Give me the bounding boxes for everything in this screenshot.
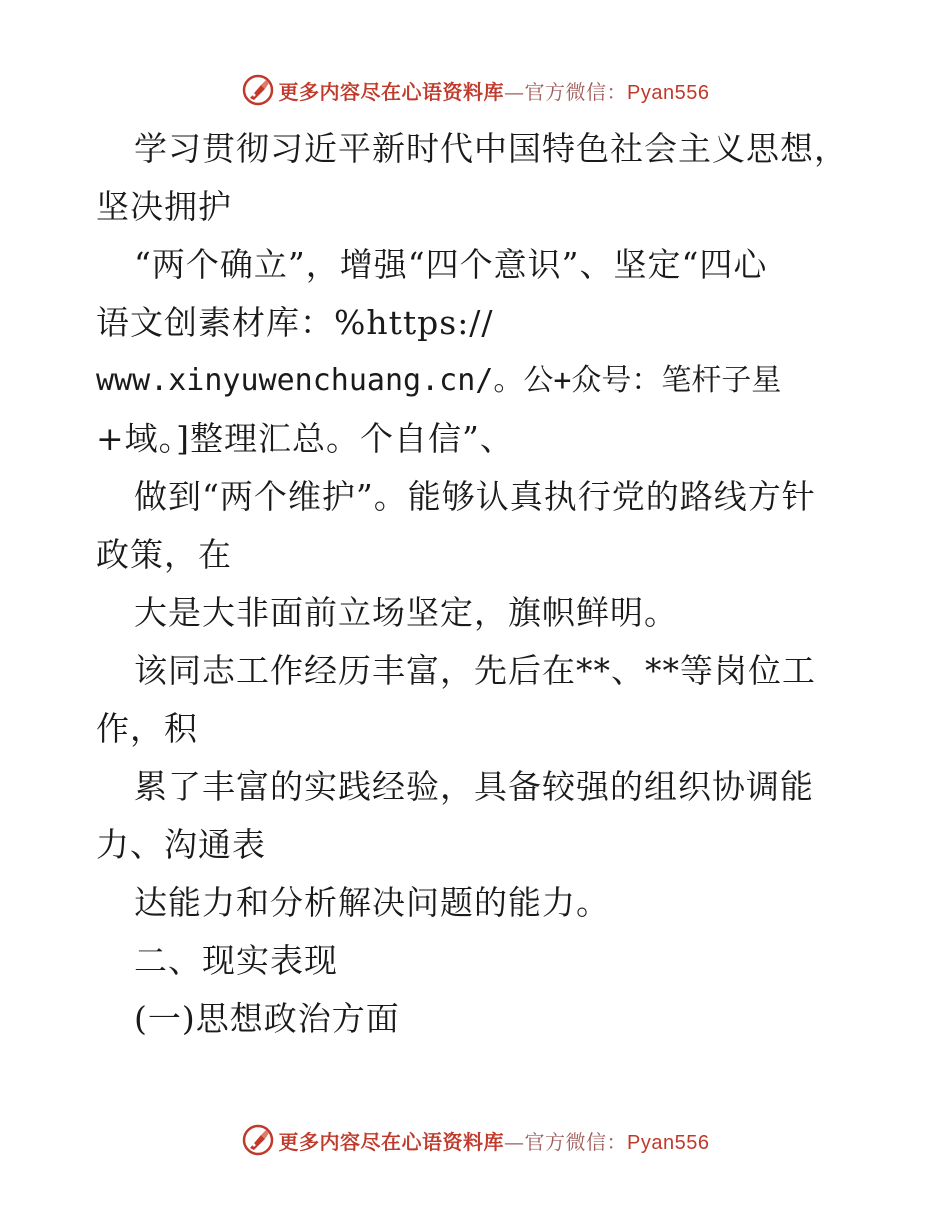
watermark-wechat-label: 官方微信： [524, 79, 628, 104]
watermark-wechat-id: Pyan556 [627, 1131, 710, 1154]
text-line: 达能力和分析解决问题的能力。 [134, 883, 610, 922]
text-line: +域。]整理汇总。个自信”、 [96, 419, 514, 458]
text-line: “两个确立”，增强“四个意识”、坚定“四心 [134, 245, 768, 284]
text-line: 二、现实表现 [134, 941, 338, 980]
text-line: 政策，在 [96, 535, 232, 574]
watermark-brand: 更多内容尽在心语资料库 [278, 1129, 505, 1154]
footer-watermark [0, 1120, 950, 1160]
text-line: 作，积 [96, 709, 198, 748]
text-line: 累了丰富的实践经验，具备较强的组织协调能 [134, 767, 814, 806]
text-line: 坚决拥护 [96, 187, 232, 226]
watermark-dash: — [504, 1129, 525, 1154]
watermark-wechat-label: 官方微信： [524, 1129, 628, 1154]
text-line: 学习贯彻习近平新时代中国特色社会主义思想， [134, 129, 848, 168]
text-line: www.xinyuwenchuang.cn/。公+众号：笔杆子星 [96, 363, 782, 398]
text-line: 该同志工作经历丰富，先后在**、**等岗位工 [134, 651, 816, 690]
text-line: 语文创素材库：%https:// [96, 303, 494, 342]
pen-nib-circle-icon [241, 73, 275, 107]
text-line: 力、沟通表 [96, 825, 266, 864]
header-watermark [0, 70, 950, 110]
pen-nib-circle-icon [241, 1123, 275, 1157]
watermark-wechat-id: Pyan556 [627, 81, 710, 104]
text-line: (一)思想政治方面 [134, 999, 400, 1038]
watermark-text [279, 76, 710, 105]
document-body [96, 120, 866, 1048]
watermark-text [279, 1126, 710, 1155]
watermark-dash: — [504, 79, 525, 104]
text-line: 做到“两个维护”。能够认真执行党的路线方针 [134, 477, 816, 516]
text-line: 大是大非面前立场坚定，旗帜鲜明。 [134, 593, 678, 632]
watermark-brand: 更多内容尽在心语资料库 [278, 79, 505, 104]
